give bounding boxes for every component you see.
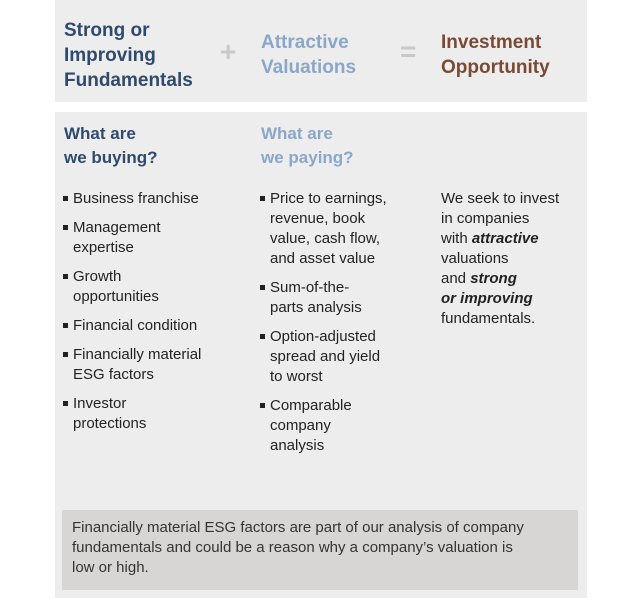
term-investment-opportunity [441, 30, 550, 80]
buying-column-title [64, 122, 158, 170]
term-investment-line: Opportunity [441, 57, 550, 78]
term-valuations-line: Valuations [261, 57, 357, 78]
list-item-text: Financial condition [73, 317, 198, 334]
list-item-text: revenue, book [270, 210, 366, 227]
list-item-text: Comparable [270, 397, 352, 414]
bullet-icon [260, 334, 265, 339]
list-item [260, 278, 430, 318]
list-item-text: parts analysis [270, 299, 362, 316]
buying-title-line: What are [64, 124, 136, 143]
list-item-text: Sum-of-the- [270, 279, 350, 296]
summary-emphasis: or improving [441, 290, 533, 307]
bullet-icon [260, 403, 265, 408]
list-item-text: Option-adjusted [270, 328, 376, 345]
term-fundamentals-line: Improving [64, 45, 156, 66]
list-item [260, 396, 430, 456]
note-text: Financially material ESG factors are part of our analysis of company [72, 519, 524, 536]
list-item-text: spread and yield [270, 348, 381, 365]
list-item [63, 394, 233, 434]
list-item-text: Price to earnings, [270, 190, 387, 207]
bullet-icon [63, 352, 68, 357]
summary-text: fundamentals. [441, 310, 536, 327]
list-item-text: analysis [270, 437, 325, 454]
list-item-text: and asset value [270, 250, 376, 267]
list-item [63, 316, 233, 336]
list-item [260, 327, 430, 387]
list-item-text: Financially material [73, 346, 202, 363]
summary-text: with [441, 230, 472, 247]
list-item-text: Management [73, 219, 161, 236]
bullet-icon [63, 401, 68, 406]
list-item-text: value, cash flow, [270, 230, 381, 247]
bullet-icon [260, 196, 265, 201]
summary-statement [441, 189, 581, 329]
note-text: fundamentals and could be a reason why a company’s valuation is [72, 539, 513, 556]
list-item-text: ESG factors [73, 366, 154, 383]
buying-list [63, 189, 233, 443]
term-fundamentals-line: Strong or [64, 20, 150, 41]
summary-text: in companies [441, 210, 530, 227]
buying-title-line: we buying? [64, 148, 158, 167]
esg-note [62, 510, 578, 590]
term-investment-line: Investment [441, 32, 542, 53]
equals-operator: = [400, 36, 417, 67]
paying-title-line: What are [261, 124, 333, 143]
term-valuations [261, 30, 356, 80]
summary-text: We seek to invest [441, 190, 560, 207]
bullet-icon [260, 285, 265, 290]
list-item-text: Investor [73, 395, 127, 412]
paying-list [260, 189, 430, 465]
list-item [63, 189, 233, 209]
list-item-text: Growth [73, 268, 122, 285]
list-item-text: protections [73, 415, 147, 432]
list-item-text: opportunities [73, 288, 159, 305]
list-item [63, 218, 233, 258]
summary-emphasis: strong [470, 270, 517, 287]
list-item-text: to worst [270, 368, 323, 385]
bullet-icon [63, 274, 68, 279]
bullet-icon [63, 323, 68, 328]
term-fundamentals [64, 18, 193, 93]
summary-emphasis: attractive [471, 230, 539, 247]
summary-text: valuations [441, 250, 509, 267]
term-fundamentals-line: Fundamentals [64, 70, 193, 91]
list-item [260, 189, 430, 269]
plus-operator: + [220, 36, 237, 67]
list-item-text: company [270, 417, 331, 434]
paying-column-title [261, 122, 354, 170]
summary-text: and [441, 270, 471, 287]
term-valuations-line: Attractive [261, 32, 349, 53]
list-item [63, 267, 233, 307]
list-item-text: expertise [73, 239, 134, 256]
note-text: low or high. [72, 559, 149, 576]
list-item-text: Business franchise [73, 190, 199, 207]
bullet-icon [63, 225, 68, 230]
list-item [63, 345, 233, 385]
bullet-icon [63, 196, 68, 201]
paying-title-line: we paying? [261, 148, 354, 167]
